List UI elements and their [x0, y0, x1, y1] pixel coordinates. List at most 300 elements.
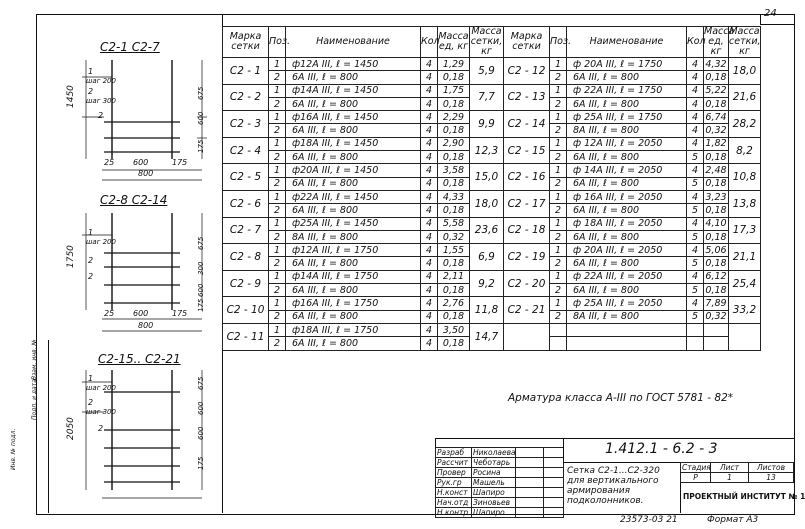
header-mass-unit-left: Масса ед, кг — [438, 27, 470, 58]
cell-name-right: ф 22А ІІІ, ℓ = 2050 — [567, 270, 687, 283]
cell-mass-right: 0,18 — [705, 71, 727, 83]
cell-mass-left: 0,32 — [438, 230, 470, 243]
cell-mass-right: 0,18 — [705, 98, 727, 110]
table-row — [223, 270, 761, 283]
header-mass-unit-right: Масса ед, кг — [704, 26, 735, 57]
cell-qty-right: 4 — [687, 111, 704, 124]
mesh-total-left: 23,6 — [470, 217, 504, 244]
cell-name-left: ф14А ІІІ, ℓ = 1750 — [286, 270, 421, 283]
cell-pos-left: 1 — [269, 297, 286, 310]
cell-mass-right: 0,32 — [705, 125, 727, 137]
cell-pos-right — [550, 337, 567, 350]
margin-label-replace: Взам. инв. № — [31, 339, 38, 380]
cell-mass-right: 0,18 — [705, 258, 727, 270]
staff-table — [435, 447, 564, 518]
staff-signature — [516, 458, 544, 468]
mesh-mark-right: С2 - 16 — [504, 164, 550, 191]
header-name-left: Наименование — [286, 27, 421, 58]
cell-qty-right: 5 — [687, 257, 704, 270]
cell-qty-right: 4 — [687, 270, 704, 283]
drawing-2-bar-2: 2 — [88, 256, 94, 265]
staff-name: Чеботарь — [472, 458, 516, 468]
cell-qty-left: 4 — [421, 204, 438, 217]
cell-name-right: 8А ІІІ, ℓ = 800 — [567, 124, 687, 137]
cell-pos-right: 2 — [550, 124, 567, 137]
staff-row — [436, 468, 564, 478]
mesh-mark-right: С2 - 18 — [504, 217, 550, 244]
cell-pos-left: 2 — [269, 177, 286, 190]
cell-mass-left: 4,33 — [438, 190, 470, 203]
staff-name: Росина — [472, 468, 516, 478]
drawing-1-title: С2-1 С2-7 — [100, 40, 160, 54]
drawing-1-bar-1: 1 — [88, 67, 94, 76]
cell-pos-right: 1 — [550, 217, 567, 230]
staff-role: Рассчит — [436, 458, 472, 468]
sheet-value: 1 — [711, 473, 749, 483]
cell-pos-right: 1 — [550, 137, 567, 150]
mesh-total-left: 15,0 — [470, 164, 504, 191]
cell-mass-right: 0,18 — [705, 284, 727, 296]
cell-pos-left: 2 — [269, 310, 286, 323]
cell-pos-left: 1 — [269, 84, 286, 97]
cell-mass-right: 4,32 — [705, 58, 727, 70]
cell-mass-left: 1,75 — [438, 84, 470, 97]
header-mark-left: Марка сетки — [223, 27, 269, 58]
drawing-1-dim-c: 175 — [172, 158, 188, 167]
cell-qty-left: 4 — [421, 177, 438, 190]
mesh-total-left: 9,9 — [470, 111, 504, 138]
cell-name-left: 6А ІІІ, ℓ = 800 — [286, 124, 421, 137]
mesh-mark-left: С2 - 7 — [223, 217, 269, 244]
cell-mass-left: 0,18 — [438, 310, 470, 323]
cell-pos-right: 2 — [550, 71, 567, 84]
cell-qty-left: 4 — [421, 337, 438, 350]
table-row — [223, 137, 761, 150]
staff-row — [436, 478, 564, 488]
cell-qty-left: 4 — [421, 137, 438, 150]
header-mass-mesh-left: Масса сетки, кг — [470, 26, 503, 57]
table-row — [223, 297, 761, 310]
cell-mass-left: 5,58 — [438, 217, 470, 230]
staff-name: Машель — [472, 478, 516, 488]
drawing-3-step-top: шаг 200 — [86, 384, 116, 392]
cell-qty-left: 4 — [421, 230, 438, 243]
mesh-total-right: 17,3 — [729, 217, 761, 244]
cell-pos-left: 1 — [269, 164, 286, 177]
table-row — [223, 58, 761, 71]
cell-pos-right: 1 — [550, 164, 567, 177]
mesh-mark-left: С2 - 11 — [223, 323, 269, 350]
cell-pos-left: 1 — [269, 58, 286, 71]
staff-role: Рук.гр — [436, 478, 472, 488]
cell-mass-left: 3,58 — [438, 164, 470, 177]
drawing-3-bar-2b: 2 — [98, 424, 104, 433]
cell-mass-right: 0,18 — [705, 151, 727, 163]
mesh-total-right: 21,6 — [729, 84, 761, 111]
drawing-1-bar-2: 2 — [88, 87, 94, 96]
mesh-mark-right: С2 - 19 — [504, 244, 550, 271]
mesh-mark-right — [504, 323, 550, 350]
cell-mass-left: 0,18 — [438, 97, 470, 110]
cell-qty-right: 4 — [687, 137, 704, 150]
cell-mass-left: 2,29 — [438, 111, 470, 124]
cell-pos-right: 1 — [550, 58, 567, 71]
page-number-box — [760, 14, 794, 25]
cell-name-left: 6А ІІІ, ℓ = 800 — [286, 284, 421, 297]
cell-qty-left: 4 — [421, 71, 438, 84]
mesh-mark-right: С2 - 12 — [504, 58, 550, 85]
cell-mass-right: 0,18 — [705, 178, 727, 190]
header-qty-left: Кол — [421, 27, 438, 58]
format-label: Формат А3 — [707, 515, 759, 525]
cell-name-right: ф 16А ІІІ, ℓ = 2050 — [567, 190, 687, 203]
mesh-mark-right: С2 - 20 — [504, 270, 550, 297]
spec-table — [222, 26, 761, 351]
mesh-total-left: 12,3 — [470, 137, 504, 164]
cell-qty-right: 5 — [687, 230, 704, 243]
cell-mass-left: 0,18 — [438, 337, 470, 350]
cell-qty-left: 4 — [421, 323, 438, 336]
cell-pos-right: 2 — [550, 257, 567, 270]
cell-qty-left: 4 — [421, 270, 438, 283]
cell-name-right: ф 22А ІІІ, ℓ = 1750 — [567, 84, 687, 97]
mesh-total-left: 6,9 — [470, 244, 504, 271]
cell-qty-right: 4 — [687, 84, 704, 97]
mesh-total-left: 11,8 — [470, 297, 504, 324]
table-row — [223, 111, 761, 124]
cell-pos-right: 1 — [550, 190, 567, 203]
staff-date — [544, 478, 564, 488]
stage-value: Р — [681, 473, 711, 483]
cell-name-left: 6А ІІІ, ℓ = 800 — [286, 257, 421, 270]
margin-label-sign: Подп. и дата — [31, 379, 38, 420]
cell-qty-right: 4 — [687, 217, 704, 230]
cell-name-left: ф18А ІІІ, ℓ = 1750 — [286, 323, 421, 336]
header-mark-right: Марка сетки — [504, 27, 550, 58]
staff-row — [436, 498, 564, 508]
cell-name-right: ф 25А ІІІ, ℓ = 2050 — [567, 297, 687, 310]
cell-pos-right: 1 — [550, 297, 567, 310]
staff-row — [436, 448, 564, 458]
cell-pos-right: 1 — [550, 244, 567, 257]
cell-name-left: 6А ІІІ, ℓ = 800 — [286, 337, 421, 350]
header-qty-right: Кол — [687, 27, 704, 58]
cell-name-left: ф20А ІІІ, ℓ = 1450 — [286, 164, 421, 177]
cell-qty-right: 5 — [687, 310, 704, 323]
mesh-total-right: 33,2 — [729, 297, 761, 324]
cell-qty-right: 4 — [687, 244, 704, 257]
table-row — [223, 323, 761, 336]
cell-name-left: ф22А ІІІ, ℓ = 1450 — [286, 190, 421, 203]
staff-row — [436, 508, 564, 518]
cell-pos-right: 2 — [550, 284, 567, 297]
cell-name-left: ф12А ІІІ, ℓ = 1450 — [286, 58, 421, 71]
cell-qty-right: 4 — [687, 97, 704, 110]
staff-date — [544, 498, 564, 508]
staff-signature — [516, 508, 544, 518]
cell-pos-right: 2 — [550, 204, 567, 217]
cell-name-right: ф 20А ІІІ, ℓ = 2050 — [567, 244, 687, 257]
cell-mass-left: 0,18 — [438, 124, 470, 137]
mesh-mark-right: С2 - 13 — [504, 84, 550, 111]
cell-pos-left: 1 — [269, 190, 286, 203]
cell-mass-left: 2,76 — [438, 297, 470, 310]
cell-mass-left: 0,18 — [438, 204, 470, 217]
mesh-mark-left: С2 - 8 — [223, 244, 269, 271]
cell-name-right: 6А ІІІ, ℓ = 800 — [567, 97, 687, 110]
cell-name-right: ф 12А ІІІ, ℓ = 2050 — [567, 137, 687, 150]
cell-name-left: 6А ІІІ, ℓ = 800 — [286, 151, 421, 164]
mesh-total-left: 18,0 — [470, 190, 504, 217]
cell-qty-left: 4 — [421, 58, 438, 71]
cell-pos-left: 2 — [269, 97, 286, 110]
mesh-mark-left: С2 - 3 — [223, 111, 269, 138]
mesh-total-right: 18,0 — [729, 58, 761, 85]
drawing-2-dim-a: 25 — [104, 309, 115, 318]
cell-mass-right: 0,18 — [705, 204, 727, 216]
drawing-3-step-bottom: шаг 300 — [86, 408, 116, 416]
mesh-mark-left: С2 - 1 — [223, 58, 269, 85]
cell-mass-left: 3,50 — [438, 323, 470, 336]
staff-signature — [516, 498, 544, 508]
cell-pos-left: 1 — [269, 244, 286, 257]
drawing-2-bar-1: 1 — [88, 228, 94, 237]
cell-pos-right: 1 — [550, 84, 567, 97]
cell-pos-right: 2 — [550, 97, 567, 110]
cell-qty-left: 4 — [421, 111, 438, 124]
mesh-total-left: 9,2 — [470, 270, 504, 297]
staff-date — [544, 468, 564, 478]
cell-qty-right: 4 — [687, 297, 704, 310]
cell-name-left: ф14А ІІІ, ℓ = 1450 — [286, 84, 421, 97]
cell-name-right: 6А ІІІ, ℓ = 800 — [567, 177, 687, 190]
table-row — [223, 164, 761, 177]
cell-name-left: 8А ІІІ, ℓ = 800 — [286, 230, 421, 243]
drawing-2-dim-b: 600 — [133, 309, 149, 318]
cell-mass-right — [704, 337, 729, 350]
cell-mass-right: 4,10 — [705, 218, 727, 230]
cell-name-right: 6А ІІІ, ℓ = 800 — [567, 284, 687, 297]
cell-pos-left: 1 — [269, 137, 286, 150]
cell-mass-left: 0,18 — [438, 257, 470, 270]
cell-name-left: 6А ІІІ, ℓ = 800 — [286, 97, 421, 110]
mesh-total-right: 13,8 — [729, 190, 761, 217]
stage-label: Стадия — [682, 463, 711, 472]
staff-role: Н.конст — [436, 488, 472, 498]
mesh-total-right — [729, 323, 761, 350]
drawing-3-seg-2: 600 — [197, 401, 205, 415]
cell-pos-left: 1 — [269, 217, 286, 230]
drawing-2-width: 800 — [138, 321, 154, 330]
header-pos-left: Поз. — [269, 27, 286, 58]
sheets-label: Листов — [749, 463, 794, 473]
cell-pos-left: 2 — [269, 284, 286, 297]
table-header-row — [223, 27, 761, 58]
cell-pos-right — [550, 323, 567, 336]
drawing-1-seg-1: 675 — [197, 86, 205, 100]
cell-name-right — [567, 337, 687, 350]
cell-name-right — [567, 323, 687, 336]
cell-mass-right: 3,23 — [705, 191, 727, 203]
cell-mass-left: 2,90 — [438, 137, 470, 150]
staff-row — [436, 488, 564, 498]
mesh-mark-right: С2 - 14 — [504, 111, 550, 138]
drawing-3-seg-1: 675 — [197, 376, 205, 390]
cell-mass-right: 7,89 — [705, 297, 727, 309]
cell-qty-left: 4 — [421, 151, 438, 164]
mesh-mark-left: С2 - 6 — [223, 190, 269, 217]
cell-qty-left: 4 — [421, 244, 438, 257]
cell-pos-right: 2 — [550, 230, 567, 243]
staff-date — [544, 508, 564, 518]
table-row — [223, 84, 761, 97]
cell-name-left: 6А ІІІ, ℓ = 800 — [286, 204, 421, 217]
staff-role: Разраб — [436, 448, 472, 458]
cell-name-right: 6А ІІІ, ℓ = 800 — [567, 151, 687, 164]
staff-name: Шапиро — [472, 508, 516, 518]
cell-name-left: ф16А ІІІ, ℓ = 1750 — [286, 297, 421, 310]
staff-role: Нач.отд — [436, 498, 472, 508]
header-name-right: Наименование — [567, 27, 687, 58]
table-row — [223, 190, 761, 203]
staff-name: Николаева — [473, 448, 516, 457]
cell-pos-left: 2 — [269, 151, 286, 164]
drawing-1-dim-a: 25 — [104, 158, 115, 167]
cell-mass-right — [704, 323, 729, 336]
staff-date — [544, 448, 564, 458]
cell-qty-left: 4 — [421, 217, 438, 230]
header-pos-right: Поз. — [550, 27, 567, 58]
cell-pos-left: 2 — [269, 124, 286, 137]
drawing-2-seg-4: 175 — [197, 298, 205, 312]
cell-mass-right: 0,18 — [705, 231, 727, 243]
drawing-1-step-bottom: шаг 300 — [86, 97, 116, 105]
cell-mass-right: 6,74 — [705, 111, 727, 123]
cell-name-right: ф 25А ІІІ, ℓ = 1750 — [567, 111, 687, 124]
mesh-total-right: 25,4 — [729, 270, 761, 297]
cell-mass-left: 0,18 — [438, 151, 470, 164]
drawing-1-dim-b: 600 — [133, 158, 149, 167]
mesh-total-left: 7,7 — [470, 84, 504, 111]
drawing-2-title: С2-8 С2-14 — [100, 193, 168, 207]
cell-name-right: 6А ІІІ, ℓ = 800 — [567, 230, 687, 243]
drawing-3-seg-4: 175 — [197, 456, 205, 470]
mesh-mark-right: С2 - 21 — [504, 297, 550, 324]
staff-signature — [516, 488, 544, 498]
cell-mass-right: 5,06 — [705, 244, 727, 256]
drawing-2-step-top: шаг 200 — [86, 238, 116, 246]
cell-qty-left: 4 — [421, 310, 438, 323]
cell-qty-right — [687, 323, 704, 336]
stage-table — [680, 462, 794, 483]
drawing-3-bar-2: 2 — [88, 398, 94, 407]
drawing-2-bar-2b: 2 — [88, 272, 94, 281]
cell-mass-right: 1,82 — [705, 138, 727, 150]
document-description: Сетка С2-1...С2-320 для вертикального армирования подколонников. — [567, 466, 660, 506]
cell-qty-right: 4 — [687, 190, 704, 203]
organization: ПРОЕКТНЫЙ ИНСТИТУТ № 1 — [683, 492, 805, 501]
mesh-total-right: 21,1 — [729, 244, 761, 271]
cell-qty-right: 5 — [687, 284, 704, 297]
cell-name-right: 8А ІІІ, ℓ = 800 — [567, 310, 687, 323]
cell-name-left: 6А ІІІ, ℓ = 800 — [286, 177, 421, 190]
staff-signature — [516, 478, 544, 488]
cell-mass-left: 0,18 — [438, 177, 470, 190]
cell-name-left: 6А ІІІ, ℓ = 800 — [286, 71, 421, 84]
cell-name-right: ф 20А ІІІ, ℓ = 1750 — [567, 58, 687, 71]
mesh-total-right: 28,2 — [729, 111, 761, 138]
cell-pos-right: 1 — [550, 111, 567, 124]
cell-name-left: ф18А ІІІ, ℓ = 1450 — [286, 137, 421, 150]
cell-qty-left: 4 — [421, 257, 438, 270]
staff-row — [436, 458, 564, 468]
cell-mass-right: 5,22 — [705, 85, 727, 97]
cell-qty-right: 4 — [687, 124, 704, 137]
cell-pos-left: 2 — [269, 230, 286, 243]
sheet-label: Лист — [711, 463, 749, 473]
document-code: 1.412.1 - 6.2 - 3 — [605, 441, 718, 457]
drawing-3-seg-3: 600 — [197, 426, 205, 440]
cell-pos-left: 1 — [269, 111, 286, 124]
cell-mass-right: 2,48 — [705, 165, 727, 177]
cell-pos-right: 2 — [550, 310, 567, 323]
cell-qty-left: 4 — [421, 164, 438, 177]
cell-name-left: ф12А ІІІ, ℓ = 1750 — [286, 244, 421, 257]
cell-name-right: ф 18А ІІІ, ℓ = 2050 — [567, 217, 687, 230]
cell-pos-right: 1 — [550, 270, 567, 283]
cell-qty-right — [687, 337, 704, 350]
drawing-2-dim-c: 175 — [172, 309, 188, 318]
staff-role: Провер — [436, 468, 472, 478]
cell-pos-left: 2 — [269, 257, 286, 270]
cell-qty-right: 4 — [687, 58, 704, 71]
mesh-mark-left: С2 - 5 — [223, 164, 269, 191]
margin-label-inv: Инв. № подл. — [10, 428, 17, 470]
cell-name-left: ф16А ІІІ, ℓ = 1450 — [286, 111, 421, 124]
cell-qty-right: 5 — [687, 177, 704, 190]
drawing-1-width: 800 — [138, 169, 154, 178]
reinforcement-note: Арматура класса А-ІІІ по ГОСТ 5781 - 82* — [508, 392, 733, 404]
cell-pos-left: 2 — [269, 204, 286, 217]
cell-qty-left: 4 — [421, 297, 438, 310]
cell-name-right: 6А ІІІ, ℓ = 800 — [567, 204, 687, 217]
drawing-1-seg-3: 175 — [197, 139, 205, 153]
cell-qty-left: 4 — [421, 84, 438, 97]
mesh-total-right: 10,8 — [729, 164, 761, 191]
cell-qty-right: 5 — [687, 204, 704, 217]
drawing-1-height: 1450 — [66, 85, 76, 108]
table-row — [223, 217, 761, 230]
cell-pos-left: 1 — [269, 270, 286, 283]
staff-name: Зиновьев — [472, 498, 516, 508]
cell-pos-left: 2 — [269, 337, 286, 350]
staff-date — [544, 458, 564, 468]
page-number: 24 — [764, 8, 777, 19]
cell-pos-left: 1 — [269, 323, 286, 336]
cell-mass-right: 0,32 — [705, 311, 727, 323]
cell-mass-left: 1,29 — [438, 58, 470, 71]
drawing-1-seg-2: 600 — [197, 111, 205, 125]
mesh-mark-left: С2 - 2 — [223, 84, 269, 111]
mesh-mark-right: С2 - 15 — [504, 137, 550, 164]
drawing-1-step-top: шаг 200 — [86, 77, 116, 85]
table-row — [223, 244, 761, 257]
mesh-mark-left: С2 - 9 — [223, 270, 269, 297]
cell-pos-right: 2 — [550, 151, 567, 164]
cell-mass-left: 2,11 — [438, 270, 470, 283]
cell-qty-left: 4 — [421, 97, 438, 110]
cell-mass-left: 0,18 — [438, 284, 470, 297]
